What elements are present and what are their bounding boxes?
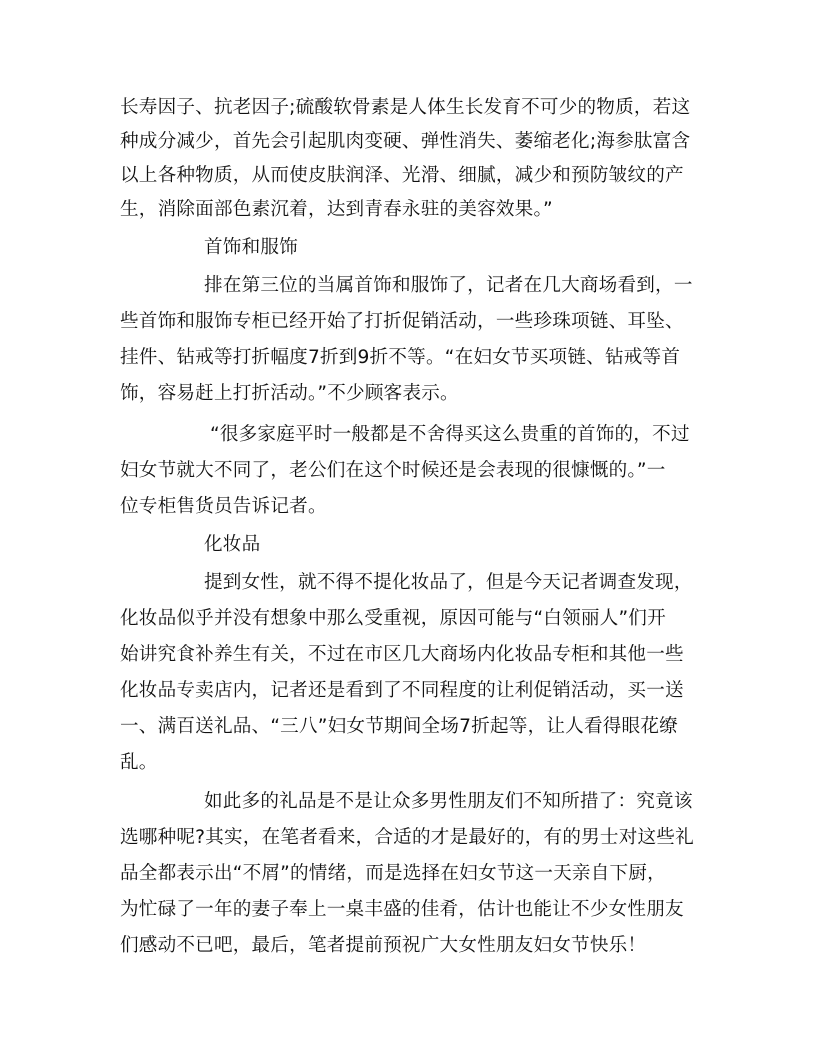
section-heading: 化妆品: [204, 534, 261, 555]
text-line: 一、满百送礼品、“三八”妇女节期间全场7折起等，让人看得眼花缭: [120, 716, 678, 737]
text-line: 挂件、钻戒等打折幅度7折到9折不等。“在妇女节买项链、钻戒等首: [120, 347, 681, 368]
text-line: 生，消除面部色素沉着，达到青春永驻的美容效果。”: [120, 199, 553, 220]
text-line: 提到女性，就不得不提化妆品了，但是今天记者调查发现，: [204, 572, 693, 593]
text-line: 些首饰和服饰专柜已经开始了打折促销活动，一些珍珠项链、耳坠、: [120, 311, 684, 332]
text-line: 乱。: [120, 752, 158, 773]
text-line: 饰，容易赶上打折活动。”不少顾客表示。: [120, 383, 459, 404]
text-line: 位专柜售货员告诉记者。: [120, 496, 327, 517]
text-line: 品全都表示出“不屑”的情绪，而是选择在妇女节这一天亲自下厨，: [120, 863, 666, 884]
text-line: 种成分减少，首先会引起肌肉变硬、弹性消失、萎缩老化;海参肽富含: [120, 131, 691, 152]
text-line: 们感动不已吧，最后，笔者提前预祝广大女性朋友妇女节快乐！: [120, 935, 647, 956]
text-line: 为忙碌了一年的妻子奉上一桌丰盛的佳肴，估计也能让不少女性朋友: [120, 899, 684, 920]
text-line: 选哪种呢?其实，在笔者看来，合适的才是最好的，有的男士对这些礼: [120, 827, 694, 848]
text-line: 以上各种物质，从而使皮肤润泽、光滑、细腻，减少和预防皱纹的产: [120, 165, 684, 186]
text-line: 如此多的礼品是不是让众多男性朋友们不知所措了：究竟该: [204, 791, 693, 812]
text-line: 始讲究食补养生有关，不过在市区几大商场内化妆品专柜和其他一些: [120, 644, 684, 665]
text-line: 妇女节就大不同了，老公们在这个时候还是会表现的很慷慨的。”一: [120, 460, 666, 481]
text-line: 排在第三位的当属首饰和服饰了，记者在几大商场看到，一: [204, 275, 693, 296]
text-line: “很多家庭平时一般都是不舍得买这么贵重的首饰的，不过: [210, 424, 690, 445]
text-line: 化妆品似乎并没有想象中那么受重视，原因可能与“白领丽人”们开: [120, 608, 666, 629]
text-line: 化妆品专卖店内，记者还是看到了不同程度的让利促销活动，买一送: [120, 680, 684, 701]
text-line: 长寿因子、抗老因子;硫酸软骨素是人体生长发育不可少的物质，若这: [120, 97, 691, 118]
section-heading: 首饰和服饰: [204, 237, 298, 258]
